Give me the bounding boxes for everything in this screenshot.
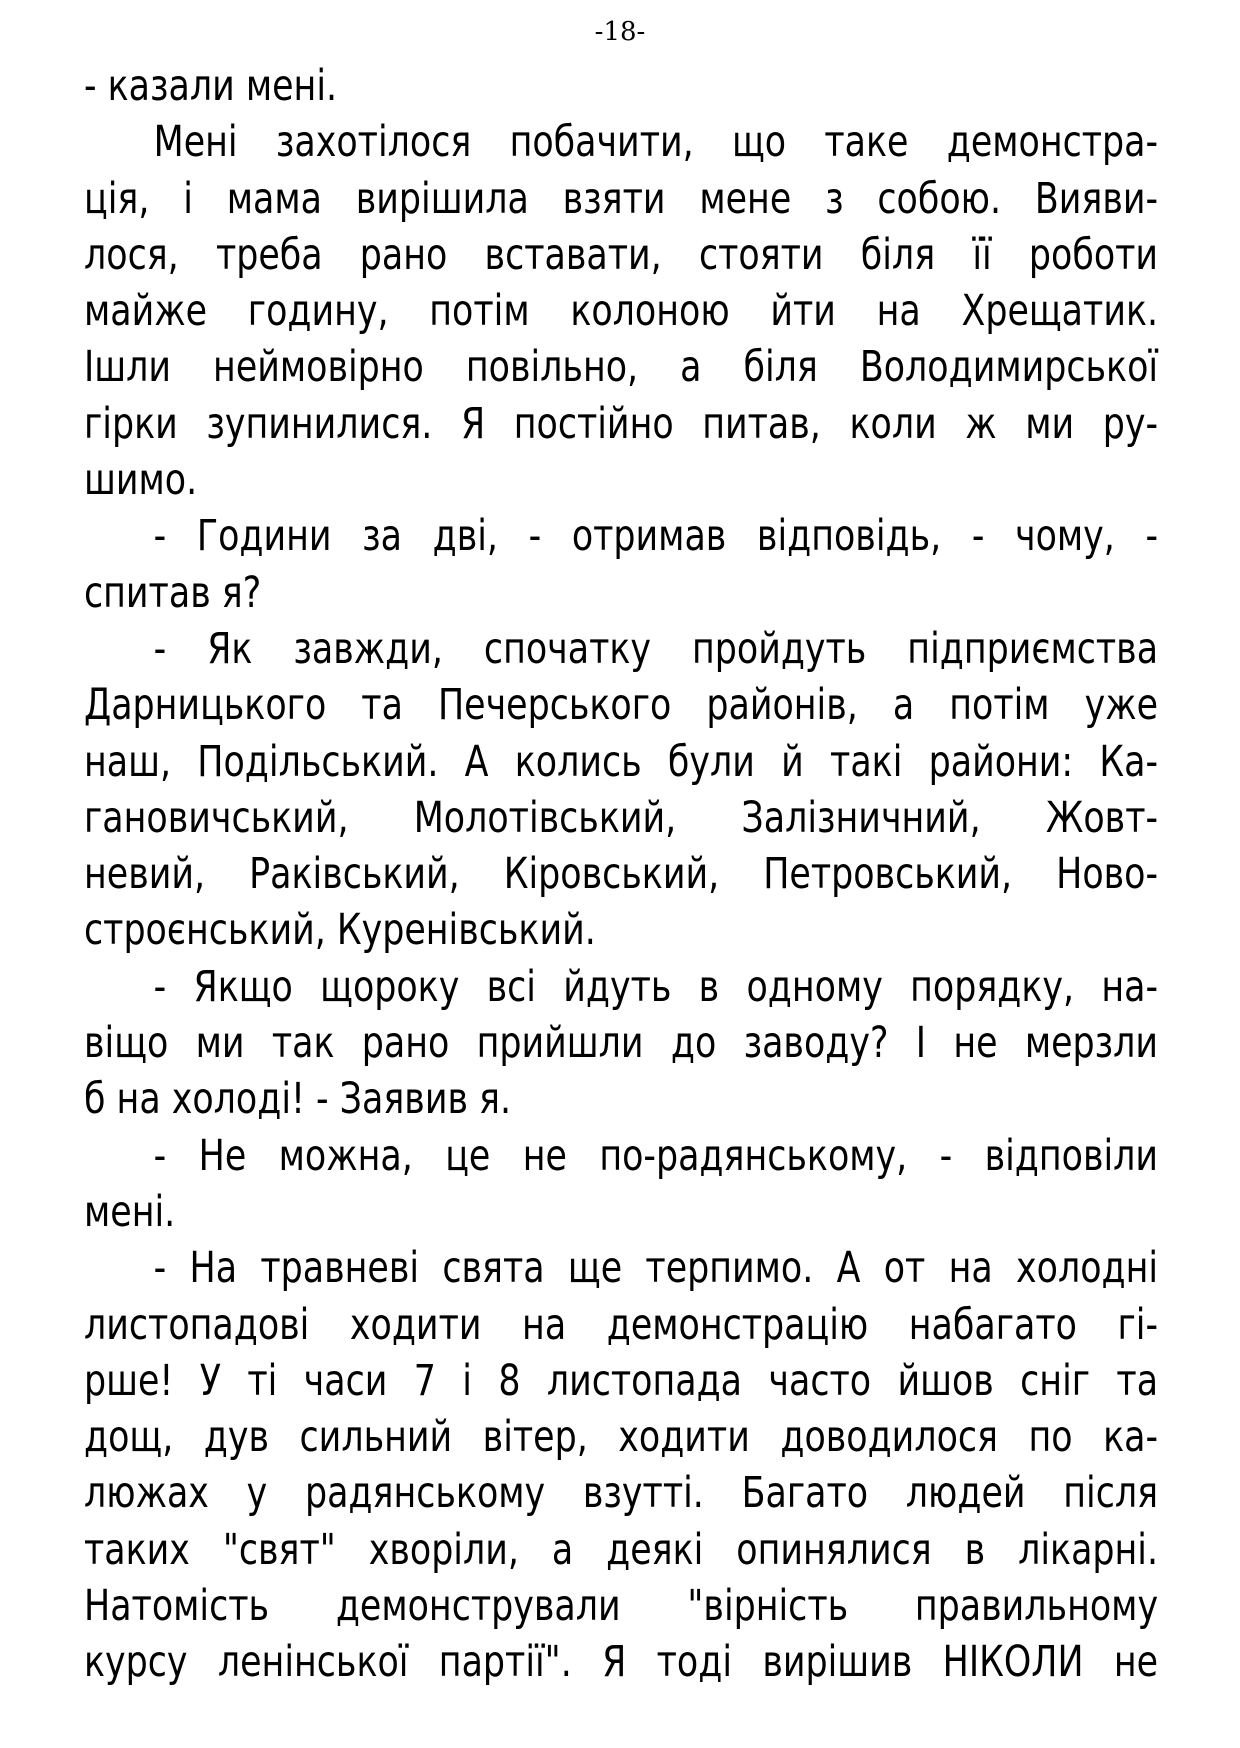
text-line: - Не можна, це не по-радянському, - відповіли	[153, 1130, 1159, 1181]
text-line: Натомість демонстрували "вірність правильному	[84, 1581, 1159, 1632]
text-line: - Якщо щороку всі йдуть в одному порядку, на-	[153, 961, 1159, 1012]
text-line: наш, Подільський. А колись були й такі райони: Ка-	[84, 736, 1159, 787]
text-line: невий, Раківський, Кіровський, Петровський, Ново-	[84, 849, 1159, 900]
text-line: люжах у радянському взутті. Багато людей після	[84, 1468, 1159, 1519]
text-line: гірки зупинилися. Я постійно питав, коли ж ми ру-	[84, 398, 1159, 449]
text-line: строєнський, Куренівський.	[84, 905, 596, 956]
text-line: таких "свят" хворіли, а деякі опинялися в лікарні.	[84, 1524, 1159, 1575]
text-line: - На травневі свята ще терпимо. А от на холодні	[153, 1243, 1159, 1294]
text-line: - Години за дві, - отримав відповідь, - чому, -	[153, 511, 1159, 562]
text-body	[84, 58, 1158, 1691]
text-line: дощ, дув сильний вітер, ходити доводилося по ка-	[84, 1412, 1159, 1463]
page-number: -18-	[594, 17, 646, 47]
text-line: мені.	[84, 1186, 176, 1237]
text-line: ція, і мама вирішила взяти мене з собою. Вияви-	[84, 173, 1159, 224]
text-line: Мені захотілося побачити, що таке демонстра-	[153, 117, 1159, 168]
text-line: лося, треба рано вставати, стояти біля її роботи	[84, 229, 1159, 280]
text-line: Дарницького та Печерського районів, а потім уже	[84, 680, 1159, 731]
text-line: Ішли неймовірно повільно, а біля Володимирської	[84, 342, 1159, 393]
text-line: гановичський, Молотівський, Залізничний, Жовт-	[84, 792, 1159, 843]
text-line: б на холоді! - Заявив я.	[84, 1074, 512, 1125]
text-line: шимо.	[84, 455, 198, 506]
text-line: рше! У ті часи 7 і 8 листопада часто йшов сніг та	[84, 1355, 1159, 1406]
text-line: курсу ленінської партії". Я тоді вирішив НІКОЛИ не	[84, 1637, 1159, 1688]
text-line: майже годину, потім колоною йти на Хрещатик.	[84, 286, 1159, 337]
text-line: - казали мені.	[84, 61, 338, 111]
text-line: спитав я?	[84, 567, 262, 618]
text-line: - Як завжди, спочатку пройдуть підприємства	[153, 623, 1159, 674]
text-line: віщо ми так рано прийшли до заводу? І не мерзли	[84, 1018, 1159, 1069]
text-line: листопадові ходити на демонстрацію набагато гі-	[84, 1299, 1159, 1350]
